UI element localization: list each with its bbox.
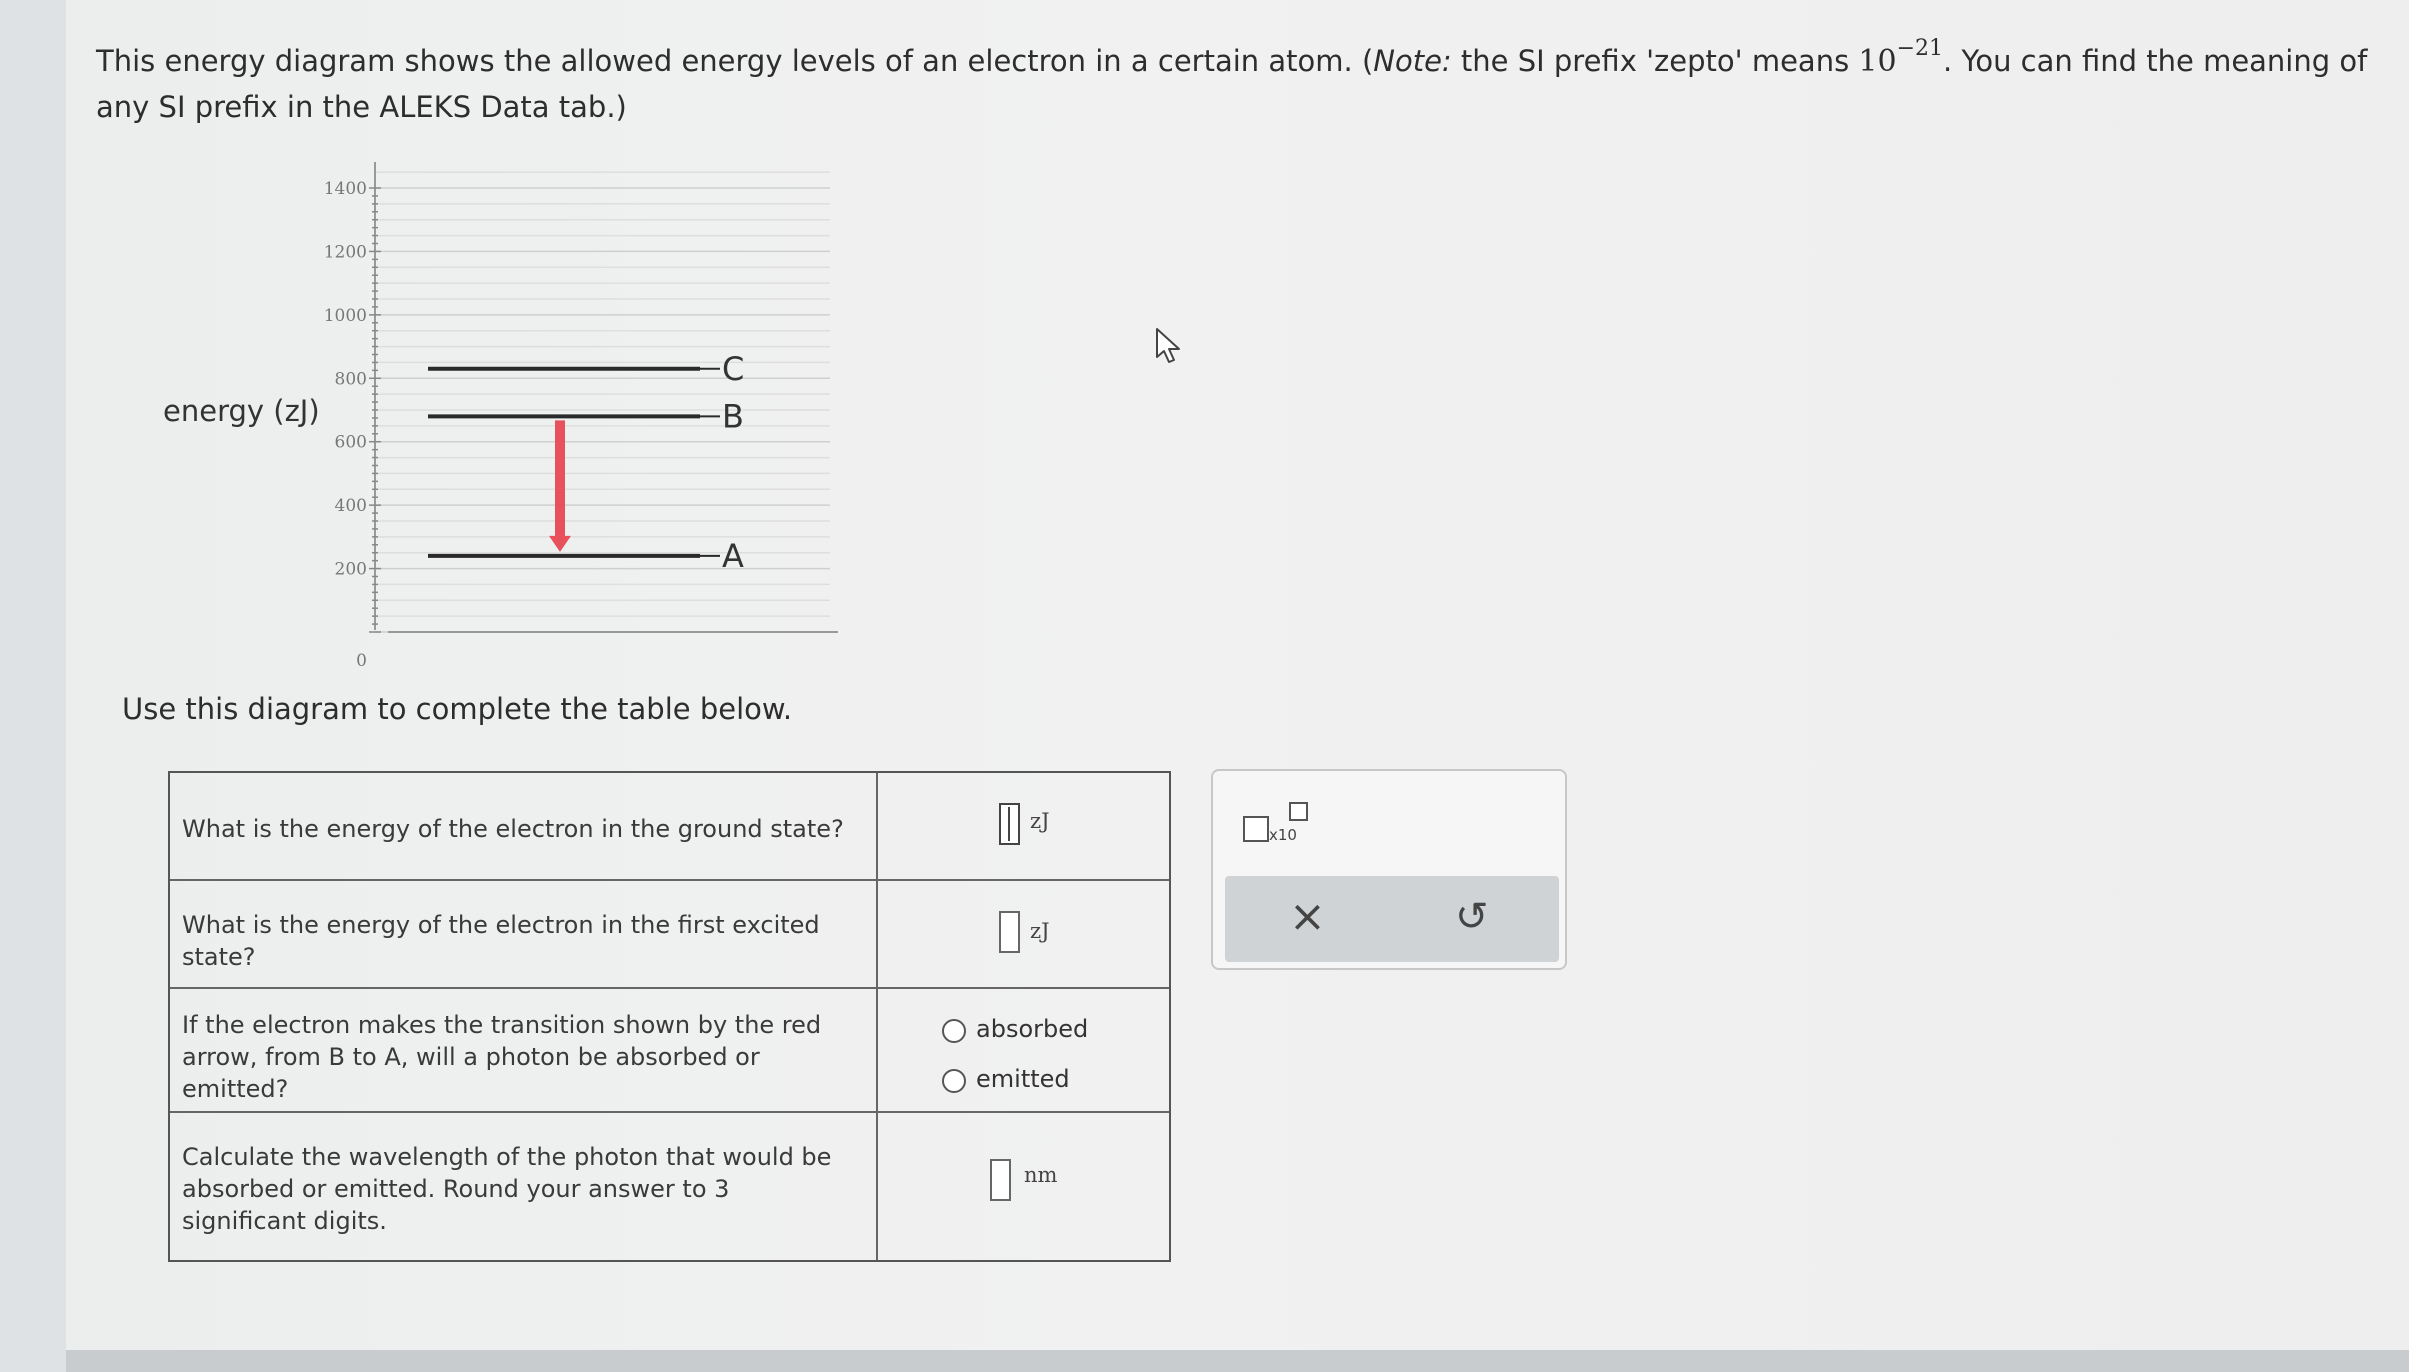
transition-arrow [549, 420, 571, 552]
unit-label: zJ [1030, 919, 1050, 943]
question-text: What is the energy of the electron in the first excited state? [182, 911, 820, 971]
transition-arrow-head [549, 536, 571, 552]
emitted-label[interactable]: emitted [976, 1065, 1070, 1093]
answer-cell [880, 1113, 1169, 1260]
y-tick-label: 600 [334, 432, 367, 453]
wavelength-input[interactable] [990, 1159, 1011, 1201]
undo-icon[interactable]: ↺ [1455, 894, 1489, 940]
first-excited-energy-input[interactable] [999, 911, 1020, 953]
answer-cell [880, 773, 1169, 879]
answer-tools-panel [1211, 769, 1567, 970]
chart-grid [375, 172, 830, 632]
level-label-C: C [722, 349, 745, 388]
y-axis-ticks [324, 179, 381, 670]
table-row [170, 989, 1169, 1113]
y-tick-label: 1000 [323, 305, 367, 326]
level-label-B: B [722, 397, 744, 436]
ground-state-energy-input[interactable] [999, 803, 1020, 845]
answer-cell [880, 989, 1169, 1111]
instruction-text: Use this diagram to complete the table below. [122, 692, 793, 726]
question-cell [170, 881, 878, 987]
unit-label: zJ [1030, 809, 1050, 833]
y-tick-label: 0 [356, 651, 367, 670]
y-tick-label: 800 [334, 369, 367, 390]
y-tick-label: 1400 [323, 179, 367, 199]
question-cell [170, 773, 878, 879]
x10-mantissa-box[interactable] [1243, 816, 1269, 842]
level-label-A: A [722, 536, 744, 575]
absorbed-label[interactable]: absorbed [976, 1015, 1089, 1043]
exponent-box[interactable] [1289, 802, 1308, 821]
bottom-bar [66, 1350, 2409, 1372]
clear-icon[interactable]: × [1289, 891, 1326, 942]
x10-label: x10 [1269, 826, 1297, 844]
mouse-cursor-icon [1154, 326, 1184, 366]
absorbed-radio[interactable] [942, 1019, 966, 1043]
question-cell [170, 1113, 878, 1260]
energy-levels [428, 350, 744, 575]
question-text: What is the energy of the electron in the ground state? [182, 815, 844, 843]
question-cell [170, 989, 878, 1111]
y-tick-label: 400 [334, 496, 367, 517]
table-row [170, 881, 1169, 989]
tool-button-bar [1225, 876, 1559, 962]
unit-label: nm [1024, 1163, 1058, 1187]
question-text: Calculate the wavelength of the photon that would be absorbed or emitted. Round your answer to 3 significant digits. [182, 1143, 832, 1235]
answer-cell [880, 881, 1169, 987]
table-row [170, 773, 1169, 881]
y-axis-label: energy (zJ) [163, 394, 320, 428]
table-row [170, 1113, 1169, 1260]
y-tick-label: 1200 [323, 242, 367, 263]
question-text: If the electron makes the transition shown by the red arrow, from B to A, will a photon be absorbed or emitted? [182, 1011, 822, 1103]
question-table [168, 771, 1171, 1262]
y-tick-label: 200 [334, 559, 367, 580]
energy-level-diagram [300, 150, 860, 670]
emitted-radio[interactable] [942, 1069, 966, 1093]
problem-intro: This energy diagram shows the allowed energy levels of an electron in a certain atom. (Note: the SI prefix 'zepto' means $10^{-21}$. You can find the meaning of any SI prefix in the ALEKS Data tab.) [96, 36, 2368, 124]
